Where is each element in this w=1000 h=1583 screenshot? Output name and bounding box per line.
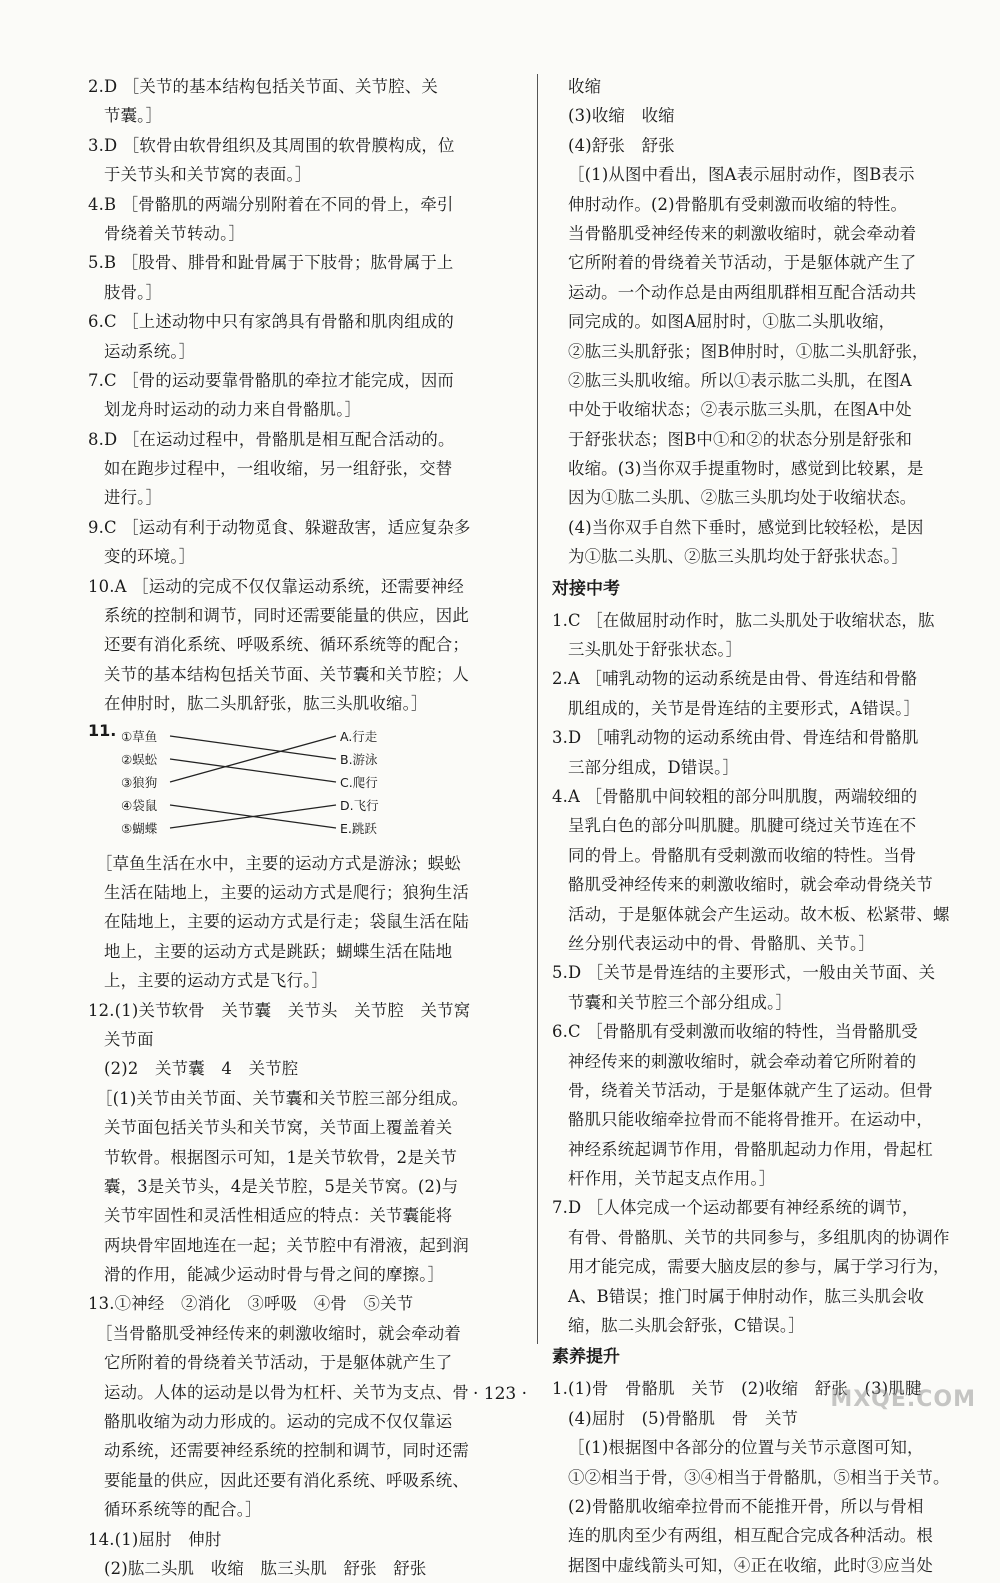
answer-line: 7.C ［骨的运动要靠骨骼肌的牵拉才能完成，因而 [88, 370, 455, 390]
answer-line: 4.B ［骨骼肌的两端分别附着在不同的骨上，牵引 [88, 194, 454, 214]
answer-line: 于舒张状态；图B中①和②的状态分别是舒张和 [568, 429, 913, 449]
answer-line: (3)收缩 收缩 [568, 106, 675, 126]
answer-line: 连的肌肉至少有两组，相互配合完成各种活动。根 [568, 1526, 933, 1546]
answer-item [88, 1289, 524, 1318]
answer-line: (4)屈肘 (5)骨骼肌 骨 关节 [568, 1408, 799, 1428]
answer-line: 关节的基本结构包括关节面、关节囊和关节腔；人 [104, 664, 469, 684]
answer-line: 2.A ［哺乳动物的运动系统是由骨、骨连结和骨骼 [552, 669, 918, 689]
answer-line: ②肱三头肌收缩。所以①表示肱二头肌，在图A [568, 370, 912, 390]
answer-item [88, 366, 524, 425]
movement-label: E.跳跃 [340, 820, 377, 836]
answer-line: 关节面包括关节头和关节窝，关节面上覆盖着关 [104, 1118, 453, 1138]
answer-line: 呈乳白色的部分叫肌腱。肌腱可绕过关节连在不 [568, 816, 917, 836]
answer-line: 关节面 [104, 1029, 154, 1049]
answer-line: 滑的作用，能减少运动时骨与骨之间的摩擦。］ [104, 1265, 445, 1285]
answer-line: 3.D ［哺乳动物的运动系统由骨、骨连结和骨骼肌 [552, 728, 919, 748]
answer-line: 1.C ［在做屈肘动作时，肱二头肌处于收缩状态，肱 [552, 610, 935, 630]
answer-line: (4)舒张 舒张 [568, 135, 675, 155]
answer-line: 10.A ［运动的完成不仅仅靠运动系统，还需要神经 [88, 576, 464, 596]
answer-line: 三部分组成，D错误。］ [568, 757, 740, 777]
answer-line: 运动。人体的运动是以骨为杠杆、关节为支点、骨 [104, 1382, 469, 1402]
answer-line: 骨，绕着关节活动，于是躯体就产生了运动。但骨 [568, 1080, 933, 1100]
answer-line: 囊，3是关节头，4是关节腔，5是关节窝。(2)与 [104, 1176, 459, 1196]
answer-line: (2)骨骼肌收缩牵拉骨而不能推开骨，所以与骨相 [568, 1496, 924, 1516]
answer-item [552, 958, 977, 1017]
answer-item [552, 664, 977, 723]
answer-line: 于关节头和关节窝的表面。］ [104, 165, 312, 185]
answer-line: (2)肱二头肌 收缩 肱三头肌 舒张 舒张 [104, 1558, 427, 1578]
answer-line: 骼肌只能收缩牵拉骨而不能将骨推开。在运动中， [568, 1110, 933, 1130]
answer-item [552, 160, 977, 571]
answer-line: 收缩。(3)当你双手提重物时，感觉到比较累，是 [568, 459, 924, 479]
answer-line: 4.A ［骨骼肌中间较粗的部分叫肌腹，两端较细的 [552, 786, 918, 806]
answer-item [88, 131, 524, 190]
answer-line: 它所附着的骨绕着关节活动，于是躯体就产生了 [104, 1353, 453, 1373]
answer-item [88, 1525, 524, 1583]
answer-item [88, 248, 524, 307]
answer-line: 神经传来的刺激收缩时，就会牵动着它所附着的 [568, 1051, 917, 1071]
answer-line: 因为①肱二头肌、②肱三头肌均处于收缩状态。 [568, 488, 917, 508]
answer-line: 14.(1)屈肘 伸肘 [88, 1529, 222, 1549]
answer-line: 当骨骼肌受神经传来的刺激收缩时，就会牵动着 [568, 223, 917, 243]
answer-line: 动系统，还需要神经系统的控制和调节，同时还需 [104, 1441, 469, 1461]
answer-line: 如在跑步过程中，一组收缩，另一组舒张，交替 [104, 459, 453, 479]
answer-line: 上，主要的运动方式是飞行。］ [104, 971, 329, 991]
answer-item [552, 723, 977, 782]
answer-line: ①②相当于骨，③④相当于骨骼肌，⑤相当于关节。 [568, 1467, 950, 1487]
answer-item [552, 1433, 977, 1580]
answer-line: 循环系统等的配合。］ [104, 1500, 262, 1520]
animal-label: ③狼狗 [121, 774, 158, 790]
page-number: · 123 · [472, 1384, 528, 1404]
answer-line: 有骨、骨骼肌、关节的共同参与，多组肌肉的协调作 [568, 1227, 950, 1247]
answer-line: 三头肌处于舒张状态。］ [568, 640, 743, 660]
answer-item [552, 1017, 977, 1193]
answer-line: 在陆地上，主要的运动方式是行走；袋鼠生活在陆 [104, 912, 469, 932]
answer-line: 节囊和关节腔三个部分组成。］ [568, 992, 793, 1012]
answer-line: 收缩 [568, 77, 602, 96]
answer-line: 生活在陆地上，主要的运动方式是爬行；狼狗生活 [104, 882, 469, 902]
answer-line: ［草鱼生活在水中，主要的运动方式是游泳；蜈蚣 [96, 853, 461, 873]
answer-line: ②肱三头肌舒张；图B伸肘时，①肱二头肌舒张， [568, 341, 929, 361]
animal-label: ④袋鼠 [121, 797, 158, 813]
answer-line: ［(1)从图中看出，图A表示屈肘动作，图B表示 [568, 165, 915, 185]
answer-line: 两块骨牢固地连在一起；关节腔中有滑液，起到润 [104, 1235, 469, 1255]
animal-label: ②蜈蚣 [121, 751, 158, 767]
answer-line: 关节牢固性和灵活性相适应的特点：关节囊能将 [104, 1206, 453, 1226]
answer-item [88, 307, 524, 366]
left-column [88, 72, 524, 1583]
answer-line: A、B错误；推门时属于伸肘动作，肱三头肌会收 [568, 1286, 925, 1306]
answer-item [552, 72, 977, 160]
answer-line: 6.C ［上述动物中只有家鸽具有骨骼和肌肉组成的 [88, 312, 455, 332]
section-heading: 素养提升 [552, 1347, 620, 1368]
answer-line: 活动，于是躯体就会产生运动。故木板、松紧带、螺 [568, 904, 950, 924]
answer-line: (4)当你双手自然下垂时，感觉到比较轻松，是因 [568, 517, 924, 537]
answer-line: 伸肘动作。(2)骨骼肌有受刺激而收缩的特性。 [568, 194, 908, 214]
answer-line: 12.(1)关节软骨 关节囊 关节头 关节腔 关节窝 [88, 1000, 471, 1020]
answer-line: 运动系统。］ [104, 341, 196, 361]
answer-line: 同的骨上。骨骼肌有受刺激而收缩的特性。当骨 [568, 845, 917, 865]
answer-line: 系统的控制和调节，同时还需要能量的供应，因此 [104, 606, 469, 626]
answer-item [88, 849, 524, 996]
section-heading: 对接中考 [552, 578, 620, 599]
answer-line: 变的环境。］ [104, 547, 196, 567]
answer-line: 中处于收缩状态；②表示肱三头肌，在图A中处 [568, 400, 912, 420]
answer-line: 进行。］ [104, 488, 163, 508]
animal-label: ⑤蝴蝶 [121, 820, 158, 836]
answer-line: 丝分别代表运动中的骨、骨骼肌、关节。］ [568, 933, 876, 953]
match-line [170, 736, 336, 782]
answer-line: ［当骨骼肌受神经传来的刺激收缩时，就会牵动着 [96, 1323, 461, 1343]
answer-line: 5.D ［关节是骨连结的主要形式，一般由关节面、关 [552, 963, 936, 983]
answer-line: 为①肱二头肌、②肱三头肌均处于舒张状态。］ [568, 547, 909, 567]
answer-item [88, 996, 524, 1084]
answer-line: 肢骨。］ [104, 282, 163, 302]
answer-item [88, 513, 524, 572]
answer-item [552, 606, 977, 665]
answer-line: ［(1)关节由关节面、关节囊和关节腔三部分组成。 [96, 1088, 469, 1108]
answer-line: 骼肌收缩为动力形成的。运动的完成不仅仅靠运 [104, 1412, 453, 1432]
question-number: 11. [88, 720, 117, 740]
matching-lines [88, 721, 388, 843]
answer-item [88, 190, 524, 249]
answer-line: 9.C ［运动有利于动物觅食、躲避敌害，适应复杂多 [88, 517, 471, 537]
answer-line: 划龙舟时运动的动力来自骨骼肌。］ [104, 400, 362, 420]
answer-line: 杆作用，关节起支点作用。］ [568, 1169, 776, 1189]
movement-label: A.行走 [340, 728, 378, 744]
answer-item [88, 1084, 524, 1290]
answer-line: 神经系统起调节作用，骨骼肌起动力作用，骨起杠 [568, 1139, 933, 1159]
movement-label: D.飞行 [340, 797, 379, 813]
answer-line: 据图中虚线箭头可知，④正在收缩，此时③应当处 [568, 1555, 933, 1575]
answer-item [88, 572, 524, 719]
answer-line: 要能量的供应，因此还要有消化系统、呼吸系统、 [104, 1470, 469, 1490]
animal-label: ①草鱼 [121, 728, 158, 744]
answer-item [88, 1319, 524, 1525]
matching-diagram [88, 721, 524, 843]
answer-line: 还要有消化系统、呼吸系统、循环系统等的配合； [104, 635, 469, 655]
answer-line: 2.D ［关节的基本结构包括关节面、关节腔、关 [88, 77, 439, 96]
answer-line: ［(1)根据图中各部分的位置与关节示意图可知， [568, 1438, 924, 1458]
movement-label: C.爬行 [340, 774, 378, 790]
answer-item [552, 1193, 977, 1340]
answer-line: (2)2 关节囊 4 关节腔 [104, 1059, 299, 1079]
answer-line: 肌组成的，关节是骨连结的主要形式，A错误。］ [568, 698, 921, 718]
answer-line: 3.D ［软骨由软骨组织及其周围的软骨膜构成，位 [88, 135, 455, 155]
answer-line: 1.(1)骨 骨骼肌 关节 (2)收缩 舒张 (3)肌腱 [552, 1379, 922, 1399]
answer-line: 6.C ［骨骼肌有受刺激而收缩的特性，当骨骼肌受 [552, 1022, 919, 1042]
answer-item [88, 72, 524, 131]
answer-line: 7.D ［人体完成一个运动都要有神经系统的调节， [552, 1198, 919, 1218]
answer-line: 节囊。］ [104, 106, 163, 126]
watermark: MXQE.COM [830, 1387, 976, 1412]
answer-line: 5.B ［股骨、腓骨和趾骨属于下肢骨；肱骨属于上 [88, 253, 454, 273]
match-line [170, 759, 336, 782]
match-line [170, 736, 336, 759]
right-column [552, 72, 977, 1580]
answer-line: 缩，肱二头肌会舒张，C错误。］ [568, 1316, 805, 1336]
answer-line: 它所附着的骨绕着关节活动，于是躯体就产生了 [568, 253, 917, 273]
answer-line: 骼肌受神经传来的刺激收缩时，就会牵动骨绕关节 [568, 875, 933, 895]
answer-line: 在伸肘时，肱二头肌舒张，肱三头肌收缩。］ [104, 694, 428, 714]
answer-line: 骨绕着关节转动。］ [104, 223, 246, 243]
answer-line: 地上，主要的运动方式是跳跃；蝴蝶生活在陆地 [104, 941, 453, 961]
answer-line: 13.①神经 ②消化 ③呼吸 ④骨 ⑤关节 [88, 1294, 414, 1314]
answer-line: 用才能完成，需要大脑皮层的参与，属于学习行为， [568, 1257, 950, 1277]
answer-line: 节软骨。根据图示可知，1是关节软骨，2是关节 [104, 1147, 458, 1167]
column-divider [537, 74, 538, 1344]
movement-label: B.游泳 [340, 751, 378, 767]
answer-line: 运动。一个动作总是由两组肌群相互配合活动共 [568, 282, 917, 302]
answer-item [88, 425, 524, 513]
answer-item [552, 782, 977, 958]
answer-line: 8.D ［在运动过程中，骨骼肌是相互配合活动的。 [88, 429, 455, 449]
answer-line: 同完成的。如图A屈肘时，①肱二头肌收缩， [568, 312, 896, 332]
